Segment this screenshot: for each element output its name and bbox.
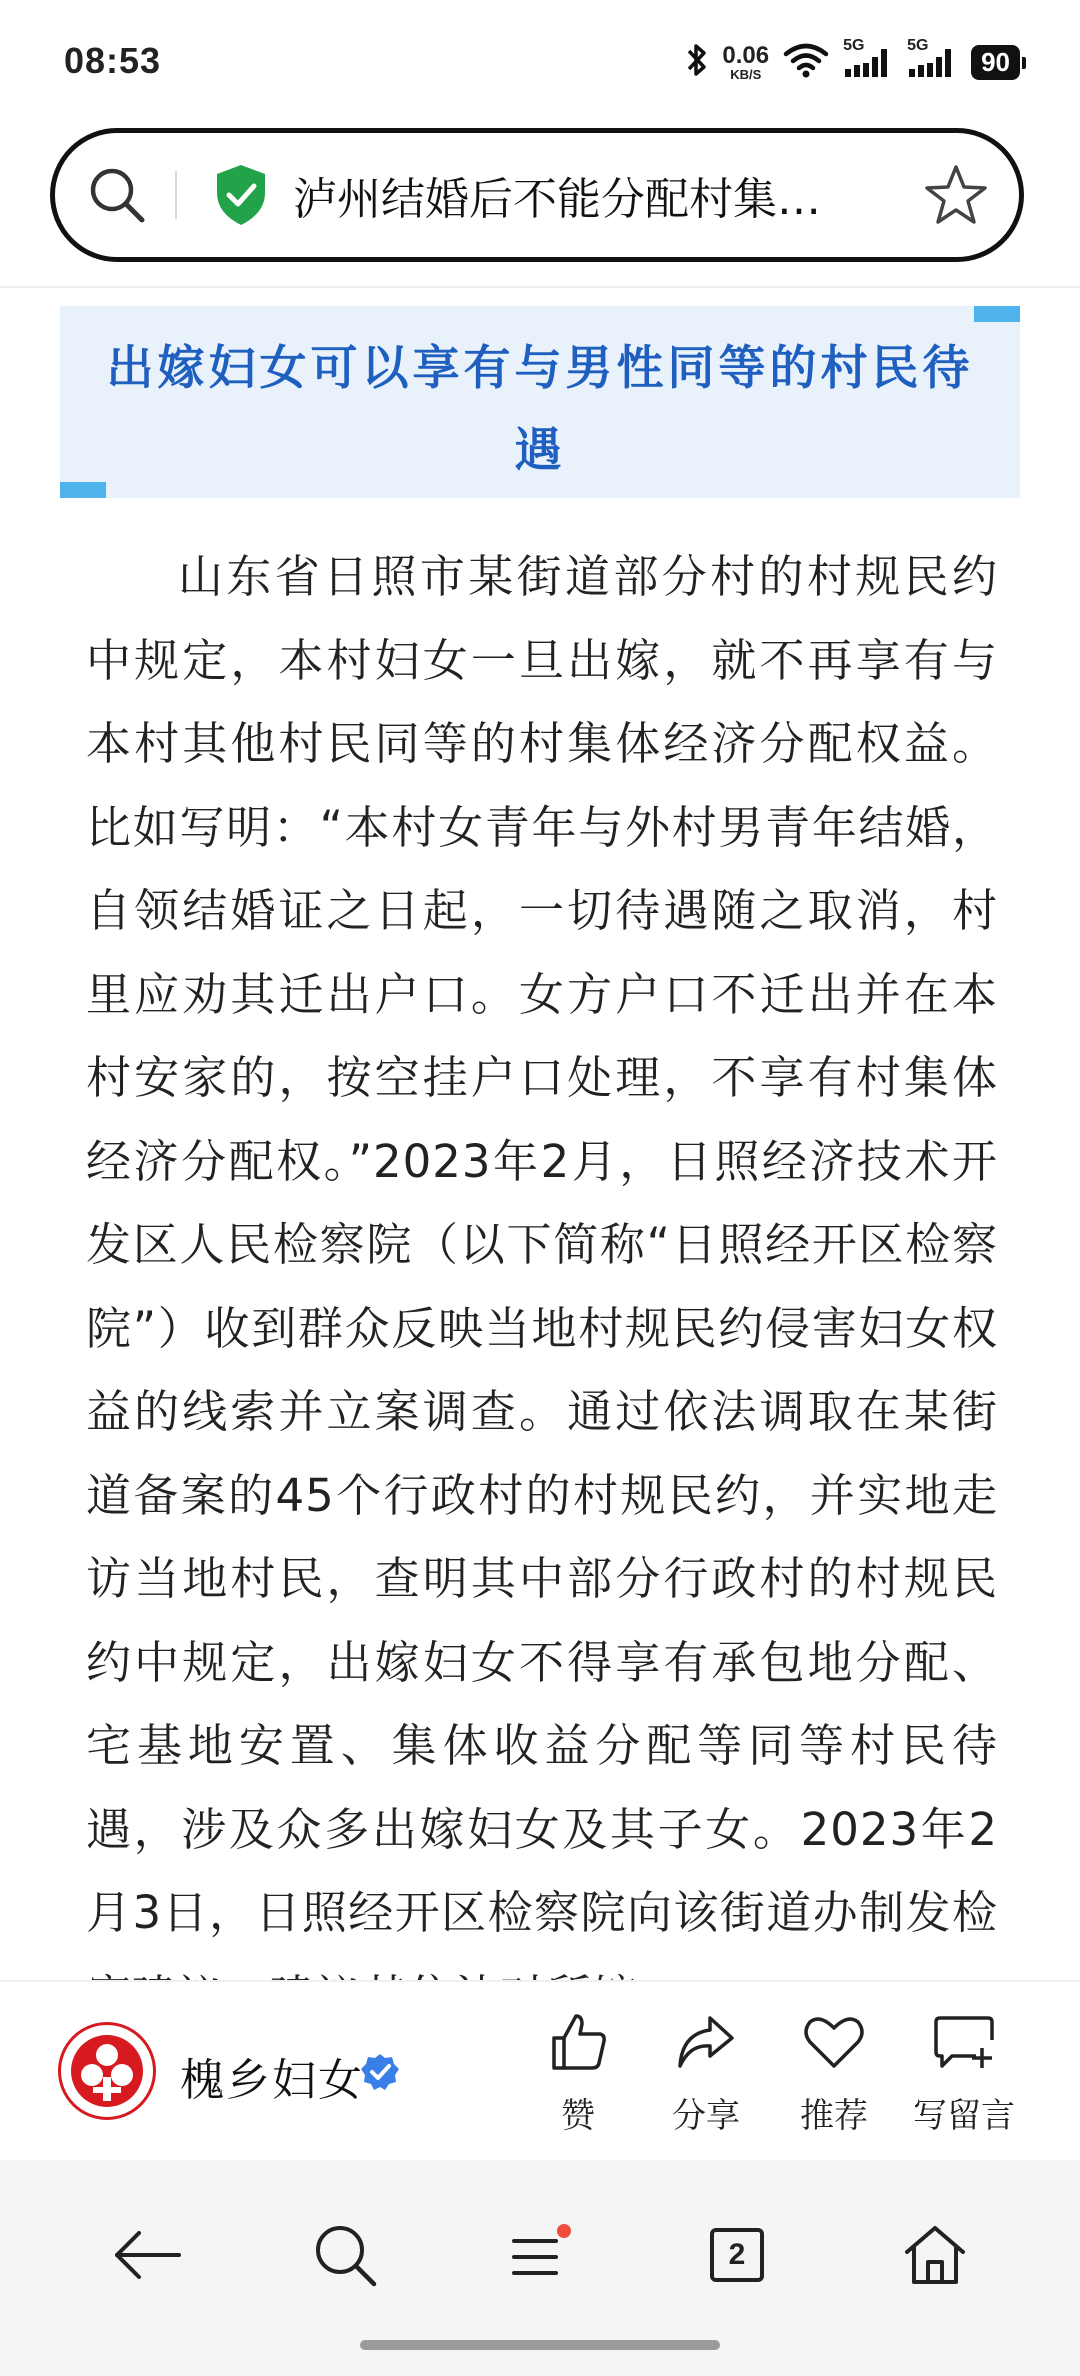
search-icon[interactable]	[85, 163, 149, 227]
heart-icon	[802, 2010, 866, 2074]
signal-2-label: 5G	[907, 37, 929, 54]
home-icon	[901, 2222, 969, 2288]
address-bar-divider	[175, 171, 177, 219]
share-label: 分享	[672, 2096, 740, 2136]
share-button[interactable]	[646, 2010, 766, 2137]
like-label: 赞	[561, 2096, 595, 2136]
author-avatar[interactable]	[58, 2022, 156, 2120]
like-button[interactable]	[518, 2010, 638, 2137]
home-button[interactable]	[890, 2210, 980, 2300]
share-icon	[674, 2010, 738, 2074]
article-heading-box	[60, 306, 1020, 498]
recommend-button[interactable]	[774, 2010, 894, 2137]
status-time: 08:53	[64, 40, 162, 81]
cellular-signal-icon	[907, 37, 957, 83]
back-button[interactable]	[102, 2210, 192, 2300]
home-indicator[interactable]	[360, 2340, 720, 2350]
network-speed-unit: KB/S	[730, 66, 762, 82]
signal-1-label: 5G	[843, 37, 865, 54]
network-speed-value: 0.06	[722, 41, 770, 69]
comment-add-icon	[932, 2010, 996, 2074]
search-icon	[310, 2220, 380, 2290]
recommend-label: 推荐	[800, 2096, 868, 2136]
menu-button[interactable]	[494, 2210, 584, 2300]
write-comment-button[interactable]	[904, 2010, 1024, 2137]
author-action-bar	[0, 1980, 1080, 2162]
tabs-button[interactable]	[692, 2210, 782, 2300]
back-arrow-icon	[111, 2228, 183, 2282]
author-name[interactable]: 槐乡妇女	[180, 2055, 364, 2106]
article-heading: 出嫁妇女可以享有与男性同等的村民待遇	[106, 341, 974, 478]
article-paragraph: 山东省日照市某街道部分村的村规民约中规定，本村妇女一旦出嫁，就不再享有与本村其他村民同等的村集体经济分配权益。比如写明：“本村女青年与外村男青年结婚，自领结婚证之日起，一切待遇随之取消，村里应劝其迁出户口。女方户口不迁出并在本村安家的，按空挂户口处理，不享有村集体经济分配权。”2023年2月，日照经济技术开发区人民检察院（以下简称“日照经开区检察院”）收到群众反映当地村规民约侵害妇女权益的线索并立案调查。通过依法调取在某街道备案的45个行政村的村规民约，并实地走访当地村民，查明其中部分行政村的村规民约中规定，出嫁妇女不得享有承包地分配、宅基地安置、集体收益分配等同等村民待遇，涉及众多出嫁妇女及其子女。2023年2月3日，日照经开区检察院向该街道办制发检	[86, 550, 998, 1939]
status-bar	[0, 0, 1080, 120]
tabs-count: 2	[710, 2228, 764, 2282]
nav-search-button[interactable]	[300, 2210, 390, 2300]
bluetooth-icon	[686, 41, 708, 83]
write-comment-label: 写留言	[913, 2096, 1015, 2136]
top-separator	[0, 286, 1080, 288]
network-speed	[722, 41, 770, 82]
heading-accent-top-right	[974, 306, 1020, 322]
page-title[interactable]: 泸州结婚后不能分配村集…	[293, 174, 821, 225]
status-icons	[686, 37, 1020, 84]
menu-icon	[504, 2223, 574, 2287]
secure-shield-icon	[213, 163, 269, 227]
cellular-signal-icon	[843, 37, 893, 83]
notification-dot	[557, 2224, 571, 2238]
bookmark-star-icon[interactable]	[923, 162, 989, 228]
verified-badge-icon	[360, 2052, 400, 2092]
thumbs-up-icon	[546, 2010, 610, 2074]
wifi-icon	[783, 42, 829, 82]
battery-icon: 90	[971, 45, 1020, 80]
address-bar[interactable]	[50, 128, 1024, 262]
organization-logo-icon	[61, 2025, 153, 2117]
